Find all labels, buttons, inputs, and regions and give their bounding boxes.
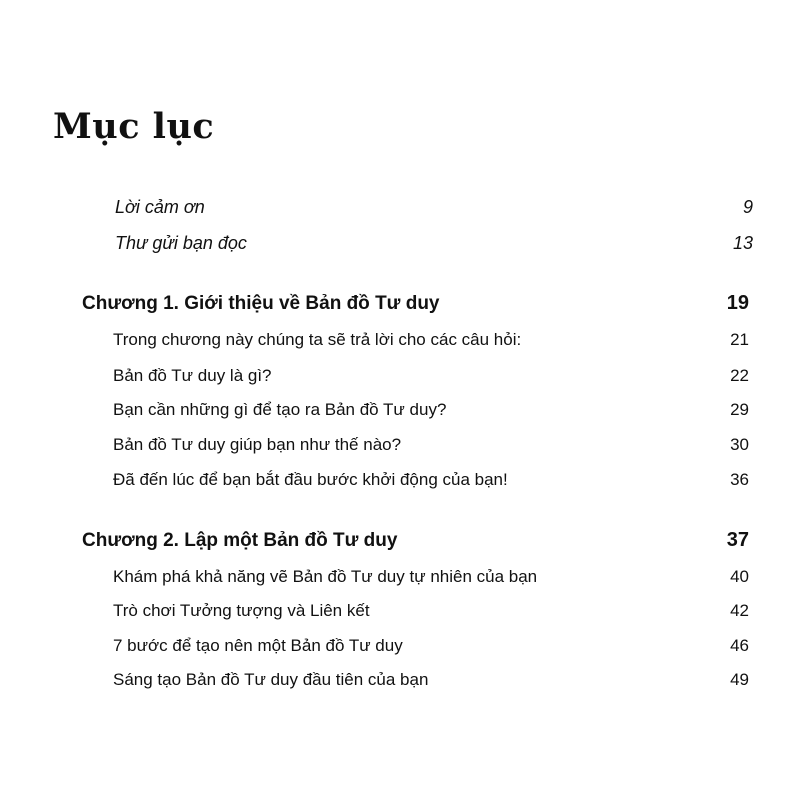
toc-section-label: Trong chương này chúng ta sẽ trả lời cho các câu hỏi: (113, 330, 522, 349)
toc-section[interactable] (113, 366, 749, 386)
toc-entry-letter-to-reader[interactable] (115, 233, 753, 254)
toc-section-label: Trò chơi Tưởng tượng và Liên kết (113, 601, 370, 620)
toc-chapter-1[interactable] (82, 292, 749, 315)
toc-section-page: 40 (730, 567, 749, 586)
toc-chapter-title: Chương 2. Lập một Bản đồ Tư duy (82, 530, 398, 551)
toc-section-label: Sáng tạo Bản đồ Tư duy đầu tiên của bạn (113, 670, 429, 689)
toc-section-page: 42 (730, 601, 749, 620)
toc-entry-label: Lời cảm ơn (115, 197, 205, 217)
toc-section-label: Đã đến lúc để bạn bắt đầu bước khởi động của bạn! (113, 470, 508, 489)
toc-entry-acknowledgements[interactable] (115, 197, 753, 218)
toc-entry-label: Thư gửi bạn đọc (115, 233, 247, 253)
toc-section-page: 21 (730, 330, 749, 349)
toc-section-label: Bạn cần những gì để tạo ra Bản đồ Tư duy? (113, 400, 447, 419)
toc-section[interactable] (113, 435, 749, 455)
toc-section[interactable] (113, 470, 749, 490)
toc-section-page: 29 (730, 400, 749, 419)
toc-chapter-2[interactable] (82, 529, 749, 552)
toc-section[interactable] (113, 330, 749, 350)
toc-section-label: Khám phá khả năng vẽ Bản đồ Tư duy tự nhiên của bạn (113, 567, 538, 586)
toc-section-page: 46 (730, 636, 749, 655)
toc-section-label: Bản đồ Tư duy giúp bạn như thế nào? (113, 435, 402, 454)
toc-chapter-page: 19 (726, 292, 749, 314)
toc-entry-page: 13 (732, 233, 753, 253)
toc-section[interactable] (113, 670, 749, 690)
toc-section[interactable] (113, 400, 749, 420)
toc-section-page: 49 (730, 670, 749, 689)
toc-entry-page: 9 (742, 197, 753, 217)
toc-section-label: Bản đồ Tư duy là gì? (113, 366, 272, 385)
toc-section[interactable] (113, 567, 749, 587)
toc-section-page: 30 (730, 435, 749, 454)
toc-section-label: 7 bước để tạo nên một Bản đồ Tư duy (113, 636, 403, 655)
toc-section[interactable] (113, 601, 749, 621)
toc-chapter-title: Chương 1. Giới thiệu về Bản đồ Tư duy (82, 293, 440, 314)
toc-chapter-page: 37 (726, 529, 749, 551)
page-title: Mục lục (53, 106, 215, 147)
toc-section[interactable] (113, 636, 749, 656)
toc-section-page: 22 (730, 366, 749, 385)
toc-section-page: 36 (730, 470, 749, 489)
